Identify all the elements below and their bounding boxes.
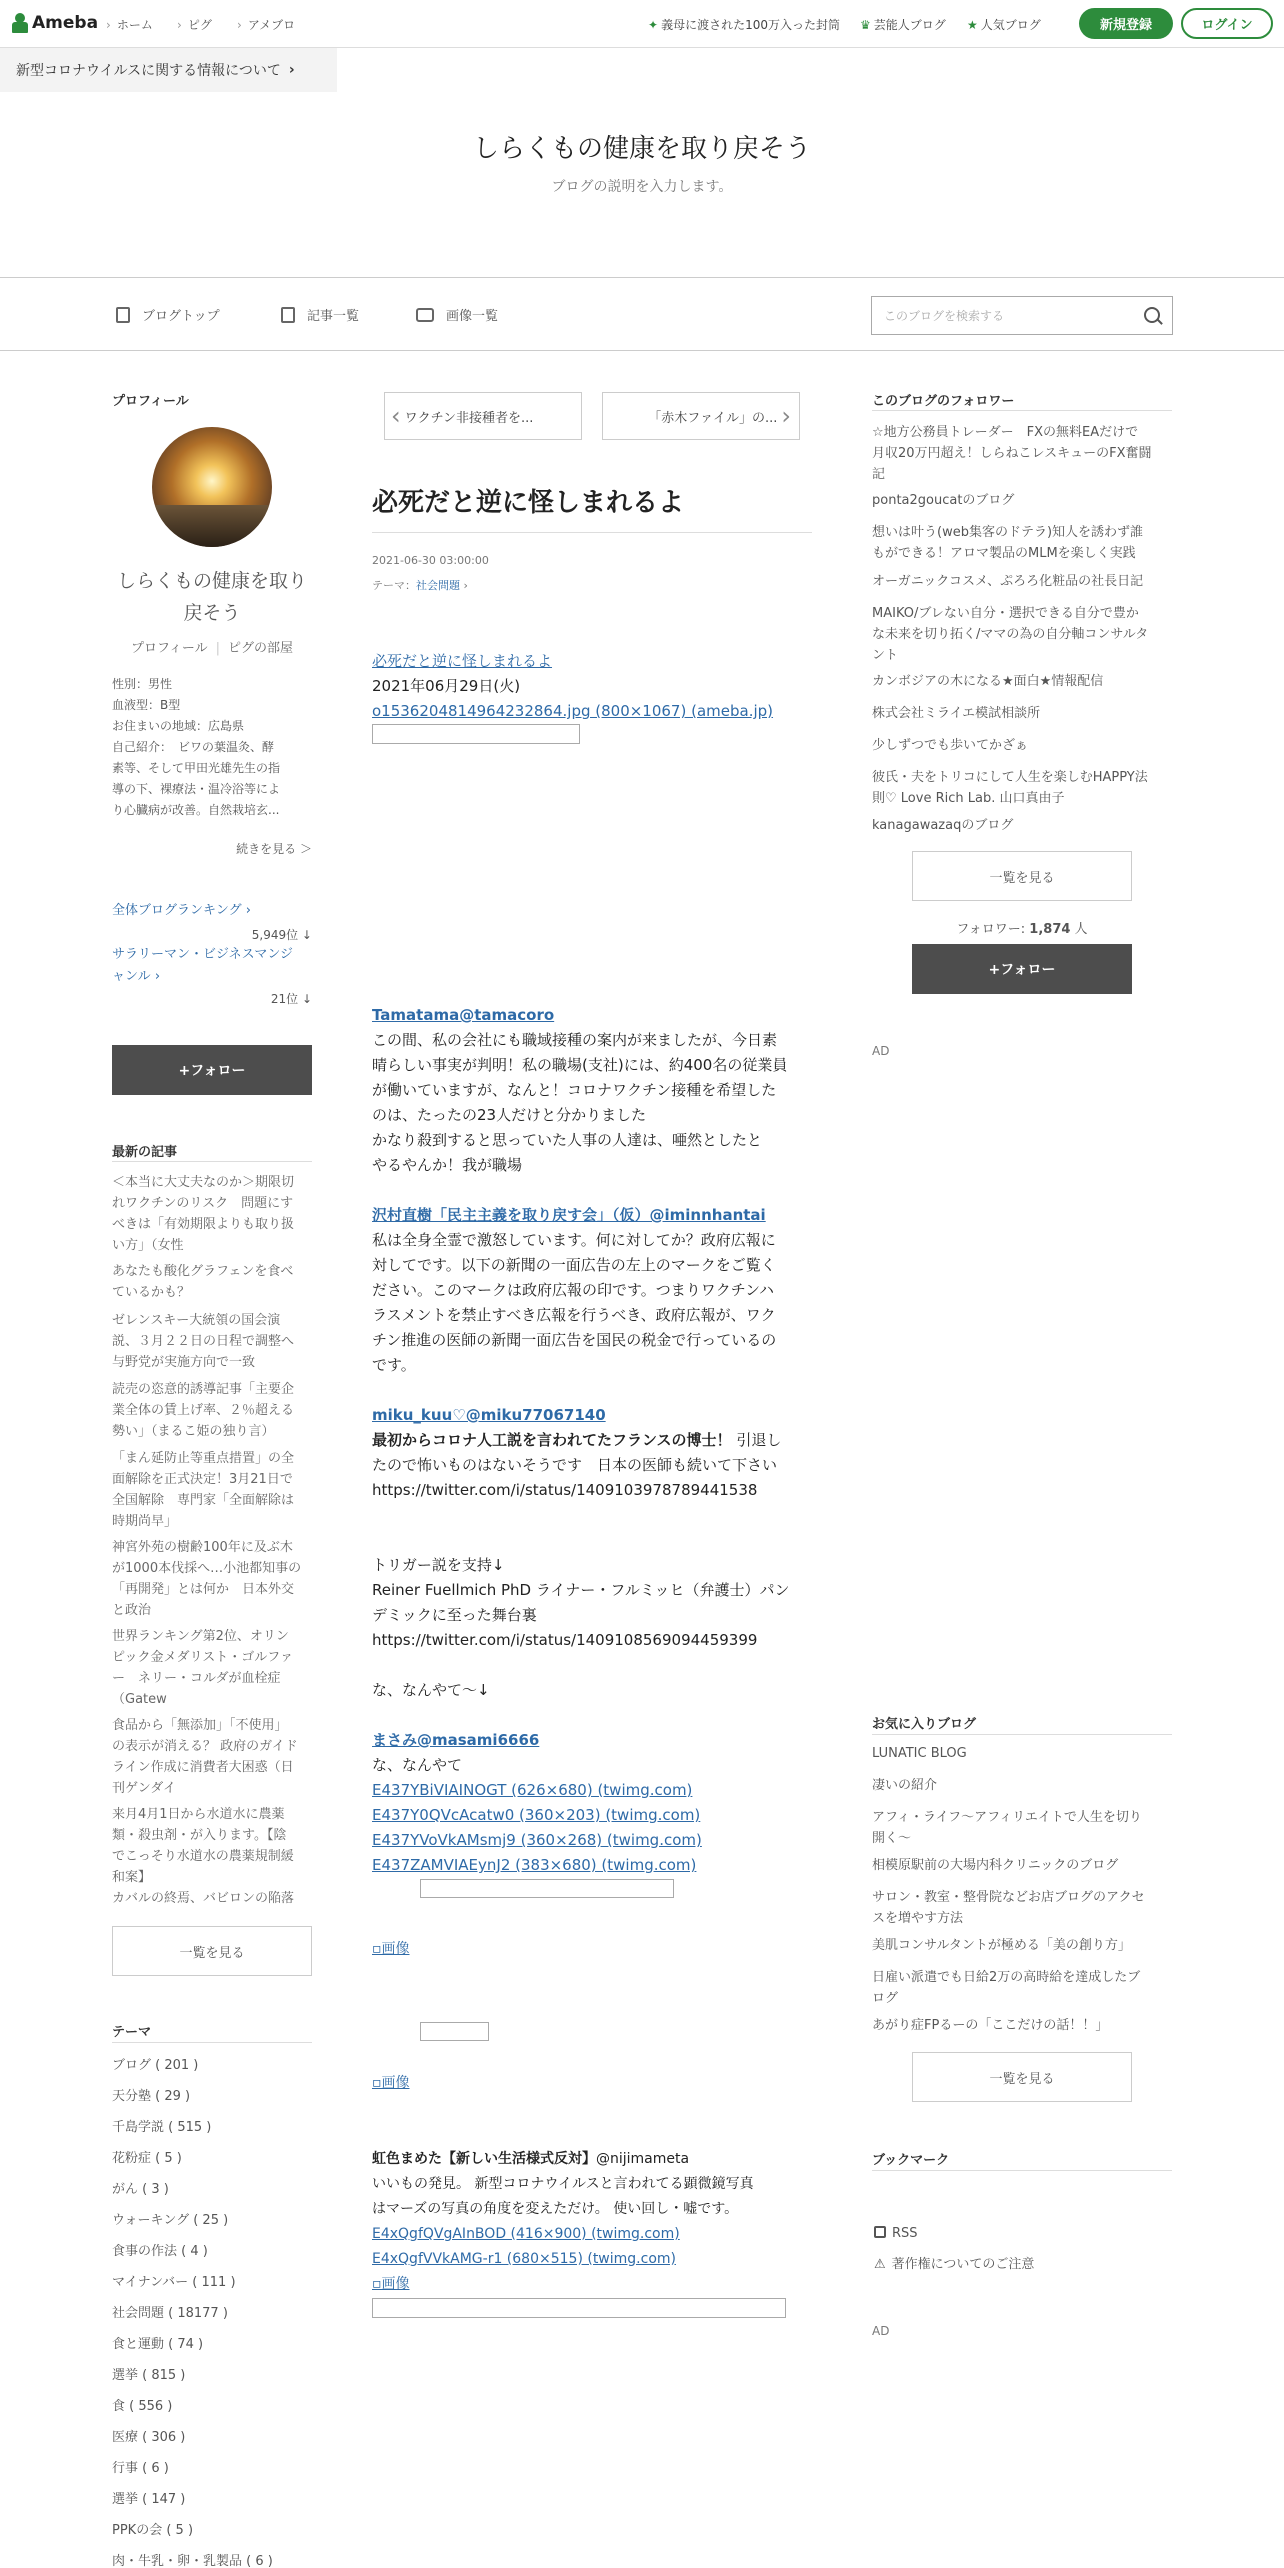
follower-blog-link[interactable]: 少しずつでも歩いてかざぁ (872, 738, 1029, 753)
chevron-right-icon: › (781, 402, 791, 430)
theme-item[interactable]: 天分塾 ( 29 ) (112, 2089, 191, 2104)
subnav-blog-top[interactable]: ブログトップ (116, 305, 220, 324)
image-link[interactable]: E4xQgfVVkAMG-r1 (680×515) (twimg.com) (372, 2251, 676, 2267)
recent-article-link[interactable]: 来月4月1日から水道水に農薬 類・殺虫剤・が入ります。【陰 でこっそり水道水の農薬規制緩 和案】 (112, 1807, 294, 1885)
theme-item[interactable]: 食 ( 556 ) (112, 2399, 173, 2414)
image-link[interactable]: E437Y0QVcAcatw0 (360×203) (twimg.com) (372, 1806, 701, 1824)
chevron-left-icon: ‹ (391, 402, 401, 430)
divider (872, 410, 1172, 411)
twitter-user-link[interactable]: miku_kuu♡@miku77067140 (372, 1406, 606, 1424)
recent-article-link[interactable]: ゼレンスキー大統領の国会演 説、３月２２日の日程で調整へ 与野党が実施方向で一致 (112, 1313, 295, 1370)
image-link[interactable]: ▫画像 (372, 2276, 410, 2292)
login-button[interactable]: ログイン (1181, 8, 1273, 39)
next-article-button[interactable]: 「赤木ファイル」の... › (602, 392, 800, 440)
article-theme: テーマ：社会問題 › (372, 579, 468, 592)
nav-home[interactable]: › ホーム (106, 16, 153, 33)
ameba-logo[interactable]: Ameba (12, 13, 98, 33)
article-text: はマーズの写真の角度を変えただけ。 使い回し・嘘です。 (372, 2201, 739, 2217)
divider (372, 532, 812, 533)
overall-ranking-value: 5,949位 ↓ (251, 928, 312, 942)
blog-title[interactable]: しらくもの健康を取り戻そう (472, 134, 811, 164)
follower-blog-link[interactable]: カンボジアの木になる★面白★情報配信 (872, 674, 1104, 689)
pigg-room-link[interactable]: ピグの部屋 (228, 641, 294, 656)
theme-item[interactable]: がん ( 3 ) (112, 2182, 169, 2197)
recent-article-link[interactable]: 「まん延防止等重点措置」の全 面解除を正式決定！3月21日で 全国解除 専門家「全面解除は 時期尚早」 (112, 1451, 295, 1529)
recent-articles-heading: 最新の記事 (112, 1145, 178, 1160)
copyright-notice-link[interactable]: ⚠ 著作権についてのご注意 (874, 2257, 1035, 2272)
blog-subnav (0, 277, 1284, 351)
global-header (0, 0, 1284, 48)
broken-image (420, 2022, 489, 2041)
twitter-user-link[interactable]: 沢村直樹「民主主義を取り戻す会」（仮）@iminnhantai (372, 1206, 766, 1224)
theme-item[interactable]: PPKの会 ( 5 ) (112, 2523, 194, 2538)
theme-item[interactable]: 食と運動 ( 74 ) (112, 2337, 204, 2352)
broken-image-icon: ▫ (372, 1941, 382, 1957)
ad-label: AD (872, 1044, 890, 1058)
theme-item[interactable]: 肉・牛乳・卵・乳製品 ( 6 ) (112, 2554, 273, 2568)
article-link[interactable]: 必死だと逆に怪しまれるよ (372, 652, 553, 670)
avatar[interactable] (152, 427, 272, 547)
profile-intro: り心臓病が改善。自然栽培玄... (112, 803, 280, 817)
image-link[interactable]: E437ZAMVIAEynJ2 (383×680) (twimg.com) (372, 1856, 697, 1874)
twitter-user-link[interactable]: Tamatama@tamacoro (372, 1006, 555, 1024)
blog-search-input[interactable] (872, 297, 1112, 334)
subnav-article-list[interactable]: 記事一覧 (281, 305, 359, 324)
theme-heading: テーマ (112, 2025, 152, 2040)
recent-article-link[interactable]: カバルの終焉、バビロンの陥落 (112, 1891, 295, 1906)
profile-name[interactable]: しらくもの健康を取り戻そう (116, 570, 307, 624)
article-text: 最初からコロナ人工説を言われてたフランスの博士！ 引退し (372, 1431, 782, 1449)
follower-blog-link[interactable]: kanagawazaqのブログ (872, 818, 1014, 833)
image-link[interactable]: E437YBiVIAINOGT (626×680) (twimg.com) (372, 1781, 693, 1799)
followers-heading: このブログのフォロワー (872, 394, 1015, 409)
subnav-image-list[interactable]: 画像一覧 (416, 305, 498, 324)
article-text: https://twitter.com/i/status/1409108569094459399 (372, 1631, 758, 1649)
document-icon (116, 307, 130, 323)
article-text: な、なんやて (372, 1756, 463, 1774)
follower-blog-link[interactable]: 彼氏・夫をトリコにして人生を楽しむHAPPY法 則♡ Love Rich Lab. 山口真由子 (872, 770, 1148, 806)
article-text: この間、私の会社にも職域接種の案内が来ましたが、今日素 (372, 1031, 778, 1049)
article-text: 2021年06月29日(火) (372, 677, 521, 695)
image-link[interactable]: E4xQgfQVgAInBOD (416×900) (twimg.com) (372, 2226, 680, 2242)
theme-item[interactable]: 選挙 ( 147 ) (112, 2492, 186, 2507)
favorite-blog-link[interactable]: あがり症FPるーの「ここだけの話！！」 (872, 2018, 1109, 2033)
article-text: チン推進の医師の新聞一面広告を国民の税金で行っているの (372, 1331, 777, 1349)
article-text: たので怖いものはないそうです 日本の医師も続いて下さい (372, 1456, 778, 1474)
favorite-blog-link[interactable]: 日雇い派遣でも日給2万の高時給を達成したブ ログ (872, 1970, 1141, 2006)
article-text: かなり殺到すると思っていた人事の人達は、唖然としたと (372, 1131, 763, 1149)
article-text: な、なんやて～↓ (372, 1681, 490, 1699)
register-button[interactable]: 新規登録 (1079, 8, 1173, 39)
profile-links: プロフィール | ピグの部屋 (130, 641, 294, 656)
article-date: 2021-06-30 03:00:00 (372, 554, 489, 567)
ameba-logo-icon (12, 13, 28, 33)
profile-heading: プロフィール (112, 394, 189, 409)
recent-article-link[interactable]: 世界ランキング第2位、オリン ピック金メダリスト・ゴルファ ー ネリー・コルダが血栓症 （Gatew (112, 1629, 293, 1707)
recent-article-link[interactable]: ＜本当に大丈夫なのか＞期限切 れワクチンのリスク 問題にす べきは「有効期限よりも取り扱 い方」（女性 (112, 1175, 295, 1253)
nav-pigg[interactable]: › ピグ (177, 16, 212, 33)
theme-item[interactable]: ウォーキング ( 25 ) (112, 2213, 229, 2228)
broken-image-icon: ▫ (372, 2276, 382, 2292)
image-link[interactable]: E437YVoVkAMsmj9 (360×268) (twimg.com) (372, 1831, 702, 1849)
trend-link[interactable]: ✦ 義母に渡された100万入った封筒 (648, 18, 840, 32)
divider (872, 1734, 1172, 1735)
follower-blog-link[interactable]: ☆地方公務員トレーダー FXの無料EAだけで 月収20万円超え！しらねこレスキューのFX奮闘 記 (872, 425, 1152, 482)
rss-link[interactable]: RSS (874, 2226, 918, 2241)
broken-image-icon: ▫ (372, 2075, 382, 2091)
recent-article-link[interactable]: あなたも酸化グラフェンを食べ ているかも？ (112, 1264, 294, 1300)
follower-blog-link[interactable]: 想いは叶う(web集客のドテラ)知人を誘わず誰 もができる！アロマ製品のMLMを楽しく実践 (872, 525, 1144, 561)
broken-image (372, 724, 580, 744)
follower-blog-link[interactable]: ponta2goucatのブログ (872, 493, 1015, 508)
covid-info-banner[interactable]: 新型コロナウイルスに関する情報について › (0, 48, 337, 92)
bookmark-heading: ブックマーク (872, 2153, 950, 2168)
star-icon: ★ (967, 18, 978, 32)
image-link[interactable]: ▫画像 (372, 1941, 410, 1957)
warning-icon: ⚠ (874, 2257, 886, 2272)
article-text: やるやんか！我が職場 (372, 1156, 523, 1174)
image-link[interactable]: o1536204814964232864.jpg (800×1067) (ameba.jp) (372, 702, 774, 720)
sidebar-follow-button[interactable]: +フォロー (912, 944, 1132, 994)
theme-item[interactable]: 食事の作法 ( 4 ) (112, 2244, 208, 2259)
favorite-blog-link[interactable]: 相模原駅前の大場内科クリニックのブログ (872, 1858, 1119, 1873)
follower-blog-link[interactable]: オーガニックコスメ、ぷろろ化粧品の社長日記 (872, 574, 1144, 589)
article-text: 晴らしい事実が判明！私の職場(支社)には、約400名の従業員 (372, 1056, 788, 1074)
theme-item[interactable]: ブログ ( 201 ) (112, 2058, 199, 2073)
image-link[interactable]: ▫画像 (372, 2075, 410, 2091)
genre-ranking-value: 21位 ↓ (270, 992, 312, 1006)
overall-ranking-link[interactable]: 全体ブログランキング › (112, 903, 251, 918)
article-text: トリガー説を支持↓ (372, 1556, 505, 1574)
article-text: のは、たったの23人だけと分かりました (372, 1106, 647, 1124)
chevron-right-icon: › (288, 62, 295, 78)
divider (112, 2042, 312, 2043)
theme-item[interactable]: 選挙 ( 815 ) (112, 2368, 186, 2383)
article-text: ださい。このマークは政府広報の印です。つまりワクチンハ (372, 1281, 775, 1299)
article-text: 対してです。以下の新聞の一面広告の左上のマークをご覧く (372, 1256, 776, 1274)
broken-image (372, 2298, 786, 2318)
ad-label: AD (872, 2324, 890, 2338)
blog-search-box (871, 296, 1173, 335)
theme-item[interactable]: 医療 ( 306 ) (112, 2430, 186, 2445)
article-text: です。 (372, 1356, 416, 1374)
article-text: 私は全身全霊で激怒しています。何に対してか？政府広報に (372, 1231, 776, 1249)
recent-article-link[interactable]: 読売の恣意的誘導記事「主要企 業全体の賃上げ率、２％超える 勢い」（まるこ姫の独り言） (112, 1382, 295, 1439)
article-text: Reiner Fuellmich PhD ライナー・フルミッヒ（弁護士）パン (372, 1581, 790, 1599)
search-icon[interactable] (1144, 307, 1160, 323)
article-text: https://twitter.com/i/status/1409103978789441538 (372, 1481, 758, 1499)
crown-icon: ♛ (860, 18, 871, 32)
recent-more-button[interactable]: 一覧を見る (112, 1926, 312, 1976)
copy-icon (281, 307, 295, 323)
theme-item[interactable]: 社会問題 ( 18177 ) (112, 2306, 228, 2321)
profile-region: お住まいの地域：広島県 (112, 719, 245, 733)
favorite-blog-link[interactable]: サロン・教室・整骨院などお店ブログのアクセ スを増やす方法 (872, 1890, 1145, 1926)
profile-intro: 導の下、裸療法・温冷浴等によ (112, 782, 281, 796)
favorite-blog-link[interactable]: アフィ・ライフ〜アフィリエイトで人生を切り 開く〜 (872, 1810, 1142, 1846)
theme-item[interactable]: 千島学説 ( 515 ) (112, 2120, 212, 2135)
article-text: いいもの発見。 新型コロナウイルスと言われてる顕微鏡写真 (372, 2176, 754, 2192)
follower-blog-link[interactable]: MAIKO/ブレない自分・選択できる自分で豊か な未来を切り拓く/ママの為の自分軸コンサルタ ント (872, 606, 1149, 663)
favorite-blog-link[interactable]: 凄いの紹介 (872, 1778, 938, 1793)
recent-article-link[interactable]: 神宮外苑の樹齢100年に及ぶ木 が1000本伐採へ…小池都知事の 「再開発」とは何か 日本外交 と政治 (112, 1540, 302, 1618)
favorites-heading: お気に入りブログ (872, 1717, 977, 1732)
favorite-blog-link[interactable]: 美肌コンサルタントが極める「美の創り方」 (872, 1938, 1131, 1953)
profile-intro: 自己紹介： ビワの葉温灸、酵 (112, 740, 275, 754)
divider (872, 2170, 1172, 2171)
favorite-blog-link[interactable]: LUNATIC BLOG (872, 1746, 967, 1761)
follower-count: フォロワー: 1,874 人 (956, 922, 1088, 937)
article-text: が働いていますが、なんと！コロナワクチン接種を希望した (372, 1081, 777, 1099)
popular-blog-link[interactable]: ★ 人気ブログ (967, 18, 1041, 32)
profile-more-link[interactable]: 続きを見る ＞ (236, 842, 312, 856)
article-title[interactable]: 必死だと逆に怪しまれるよ (372, 488, 685, 518)
twitter-user-link[interactable]: 虹色まめた【新しい生活様式反対】@nijimameta (372, 2151, 690, 2167)
rss-icon (874, 2226, 886, 2238)
sparkle-icon: ✦ (648, 18, 659, 32)
genre-ranking-link[interactable]: サラリーマン・ビジネスマンジ ャンル › (112, 947, 294, 984)
profile-blood: 血液型：B型 (112, 698, 181, 712)
theme-item[interactable]: 行事 ( 6 ) (112, 2461, 169, 2476)
favorites-more-button[interactable]: 一覧を見る (912, 2052, 1132, 2102)
nav-ameblo[interactable]: › アメブロ (237, 16, 295, 33)
divider (112, 1161, 312, 1162)
follower-blog-link[interactable]: 株式会社ミライエ模試相談所 (872, 706, 1041, 721)
profile-gender: 性別：男性 (112, 677, 173, 691)
blog-description: ブログの説明を入力します。 (551, 179, 733, 195)
article-text: ラスメントを禁止すべき広報を行うべき、政府広報が、ワク (372, 1306, 776, 1324)
prev-article-button[interactable]: ‹ ワクチン非接種者を... (384, 392, 582, 440)
article-theme-link[interactable]: 社会問題 (416, 579, 460, 592)
recent-article-link[interactable]: 食品から「無添加」「不使用」 の表示が消える？ 政府のガイド ライン作成に消費者大困惑（日 刊ゲンダイ (112, 1718, 298, 1796)
camera-icon (416, 308, 434, 322)
theme-item[interactable]: 花粉症 ( 5 ) (112, 2151, 182, 2166)
followers-more-button[interactable]: 一覧を見る (912, 851, 1132, 901)
theme-item[interactable]: マイナンバー ( 111 ) (112, 2275, 236, 2290)
article-text: デミックに至った舞台裏 (372, 1606, 537, 1624)
broken-image (420, 1879, 674, 1898)
celebrity-blog-link[interactable]: ♛ 芸能人ブログ (860, 18, 946, 32)
twitter-user-link[interactable]: まさみ@masami6666 (372, 1731, 540, 1749)
follow-button[interactable]: +フォロー (112, 1045, 312, 1095)
profile-link[interactable]: プロフィール (130, 641, 208, 656)
profile-intro: 素等、そして甲田光雄先生の指 (112, 761, 281, 775)
